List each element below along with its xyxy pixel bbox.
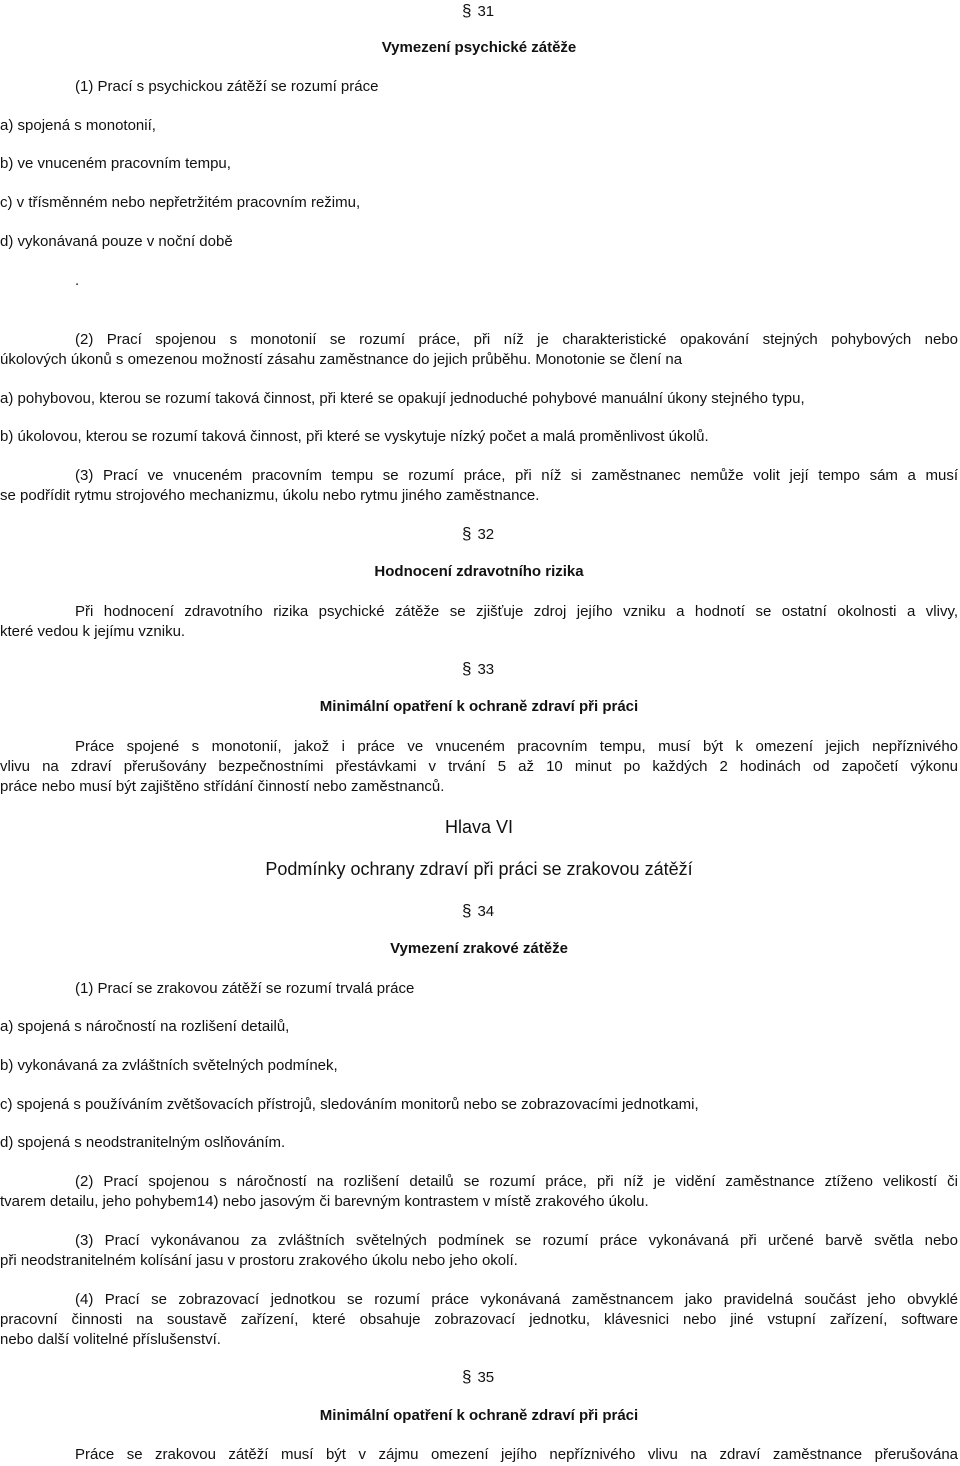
stray-dot: . (75, 272, 80, 289)
list-item: b) ve vnuceném pracovním tempu, (0, 155, 231, 172)
list-item: c) spojená s používáním zvětšovacích přístrojů, sledováním monitorů nebo se zobrazovacími jednotkami, (0, 1096, 699, 1113)
list-item: d) vykonávaná pouze v noční době (0, 233, 233, 250)
paragraph: (4) Prací se zobrazovací jednotkou se rozumí práce vykonávaná zaměstnancem jako pravidelná součást jeho obvyklé pracovní činnosti na soustavě zařízení, které obsahuje zobrazovací jednotku, klávesnici nebo jiné vstupní zařízení, software nebo další volitelné příslušenství. (0, 1291, 958, 1348)
section-number-31: § 31 (462, 1, 495, 20)
paragraph-intro: (1) Prací s psychickou zátěží se rozumí práce (75, 78, 379, 95)
section-heading-33: Minimální opatření k ochraně zdraví při práci (319, 698, 639, 715)
list-item: b) vykonávaná za zvláštních světelných podmínek, (0, 1057, 338, 1074)
list-item: b) úkolovou, kterou se rozumí taková činnost, při které se vyskytuje nízký počet a malá proměnlivost úkolů. (0, 428, 709, 445)
section-symbol: § (462, 1367, 472, 1386)
list-item: a) spojená s náročností na rozlišení detailů, (0, 1018, 290, 1035)
section-heading-32: Hodnocení zdravotního rizika (374, 563, 584, 580)
section-number-33: § 33 (462, 659, 495, 678)
section-number-35: § 35 (462, 1367, 495, 1386)
paragraph: (3) Prací ve vnuceném pracovním tempu se rozumí práce, při níž si zaměstnanec nemůže volit její tempo sám a musí se podřídit rytmu strojového mechanizmu, úkolu nebo rytmu jiného zaměstnance. (0, 467, 958, 504)
paragraph: (2) Prací spojenou s monotonií se rozumí práce, při níž je charakteristické opakování stejných pohybových nebo úkolových úkonů s omezenou možností zásahu zaměstnance do jejich průběhu. Monotonie se člení na (0, 331, 958, 368)
chapter-label: Hlava VI (444, 817, 514, 837)
list-item: c) v třísměnném nebo nepřetržitém pracovním režimu, (0, 194, 361, 211)
paragraph: Práce spojené s monotonií, jakož i práce ve vnuceném pracovním tempu, musí být k omezení jejich nepříznivého vlivu na zdraví přerušovány bezpečnostními přestávkami v trvání 5 až 10 minut po každých 2 hodinách od započetí výkonu práce nebo musí být zajištěno střídání činností nebo zaměstnanců. (0, 738, 958, 795)
section-number-34: § 34 (462, 901, 495, 920)
section-symbol: § (462, 659, 472, 678)
section-heading-34: Vymezení zrakové zátěže (390, 940, 568, 957)
section-number-32: § 32 (462, 524, 495, 543)
paragraph: Při hodnocení zdravotního rizika psychické zátěže se zjišťuje zdroj jejího vzniku a hodnotí se ostatní okolnosti a vlivy, které vedou k jejímu vzniku. (0, 603, 958, 640)
paragraph: (3) Prací vykonávanou za zvláštních světelných podmínek se rozumí práce vykonávaná při určené barvě světla nebo při neodstranitelném kolísání jasu v prostoru zrakového úkolu nebo jeho okolí. (0, 1232, 958, 1269)
list-item: d) spojená s neodstranitelným oslňováním. (0, 1134, 286, 1151)
section-heading-31: Vymezení psychické zátěže (381, 39, 577, 56)
section-heading-35: Minimální opatření k ochraně zdraví při práci (319, 1407, 639, 1424)
list-item: a) pohybovou, kterou se rozumí taková činnost, při které se opakují jednoduché pohybové manuální úkony stejného typu, (0, 390, 805, 407)
chapter-title: Podmínky ochrany zdraví při práci se zrakovou zátěží (265, 859, 693, 879)
list-item: a) spojená s monotonií, (0, 117, 156, 134)
paragraph-intro: (1) Prací se zrakovou zátěží se rozumí trvalá práce (75, 980, 415, 997)
paragraph: Práce se zrakovou zátěží musí být v zájmu omezení jejího nepříznivého vlivu na zdraví zaměstnance přerušována (75, 1446, 958, 1463)
section-symbol: § (462, 524, 472, 543)
section-symbol: § (462, 901, 472, 920)
paragraph: (2) Prací spojenou s náročností na rozlišení detailů se rozumí práce, při níž je vidění zaměstnance ztíženo velikostí či tvarem detailu, jeho pohybem14) nebo jasovým či barevným kontrastem v místě zrakového úkolu. (0, 1173, 958, 1210)
section-symbol: § (462, 1, 472, 20)
